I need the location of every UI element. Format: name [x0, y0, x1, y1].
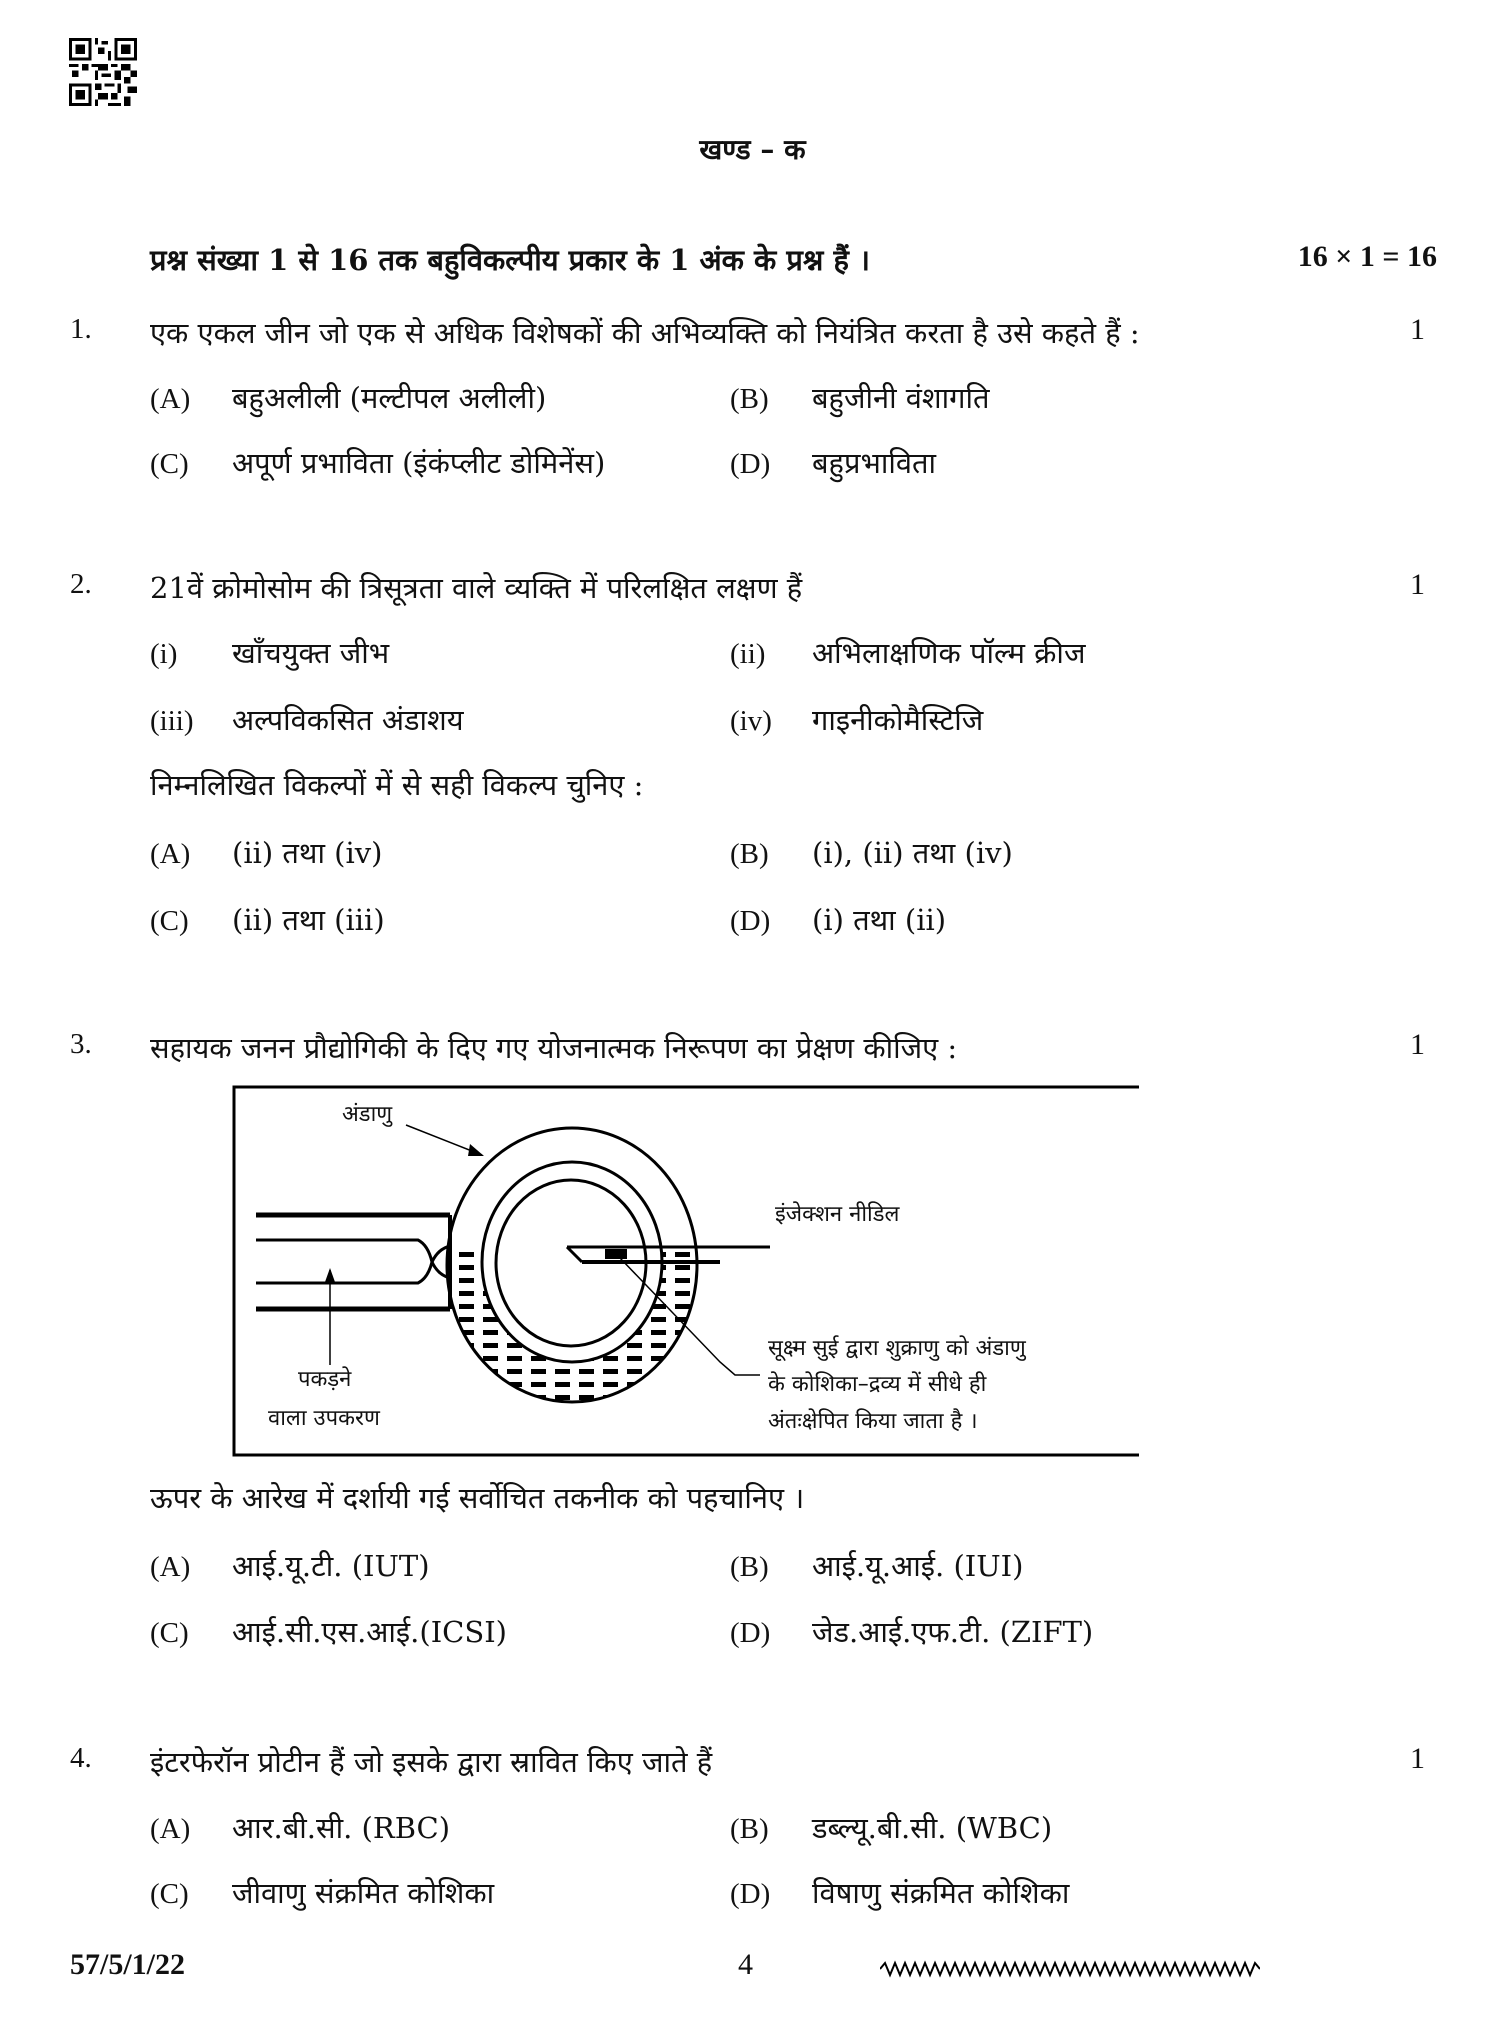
statement-label: (iii)	[150, 705, 194, 737]
option-label: (B)	[730, 1551, 769, 1583]
option-text: (ii) तथा (iv)	[232, 836, 383, 870]
option-text: विषाणु संक्रमित कोशिका	[812, 1876, 1070, 1910]
option-label: (D)	[730, 905, 771, 937]
label-note-line-1: सूक्ष्म सुई द्वारा शुक्राणु को अंडाणु	[768, 1336, 1026, 1361]
label-ovum: अंडाणु	[342, 1102, 393, 1127]
question-text: सहायक जनन प्रौद्योगिकी के दिए गए योजनात्मक निरूपण का प्रेक्षण कीजिए :	[150, 1031, 958, 1065]
option-label: (B)	[730, 383, 769, 415]
option-c	[150, 1612, 507, 1651]
option-text: अपूर्ण प्रभाविता (इंकंप्लीट डोमिनेंस)	[232, 446, 606, 480]
statement-label: (iv)	[730, 705, 772, 737]
option-c	[150, 443, 605, 482]
page-number: 4	[738, 1948, 753, 1981]
option-b	[730, 1546, 1023, 1585]
statement-iii	[150, 700, 464, 739]
statement-iv	[730, 700, 983, 739]
option-a	[150, 1546, 430, 1585]
option-label: (C)	[150, 905, 189, 937]
option-label: (C)	[150, 448, 189, 480]
statement-text: अभिलाक्षणिक पॉल्म क्रीज	[812, 636, 1086, 670]
option-label: (D)	[730, 1878, 771, 1910]
option-label: (D)	[730, 448, 771, 480]
option-label: (C)	[150, 1617, 189, 1649]
label-note-line-2: के कोशिका–द्रव्य में सीधे ही	[768, 1372, 987, 1397]
option-d	[730, 1873, 1069, 1912]
option-label: (A)	[150, 1551, 191, 1583]
option-c	[150, 1873, 494, 1912]
question-marks: 1	[1410, 313, 1425, 346]
question-marks: 1	[1410, 568, 1425, 601]
option-d	[730, 443, 936, 482]
option-label: (A)	[150, 838, 191, 870]
option-text: (ii) तथा (iii)	[232, 903, 385, 937]
question-prompt: निम्नलिखित विकल्पों में से सही विकल्प चुनिए :	[150, 768, 644, 802]
qr-code-icon	[68, 38, 138, 106]
statement-text: खाँचयुक्त जीभ	[232, 636, 390, 670]
option-c	[150, 900, 385, 939]
option-label: (C)	[150, 1878, 189, 1910]
option-b	[730, 833, 1013, 872]
instruction-text: प्रश्न संख्या 1 से 16 तक बहुविकल्पीय प्रकार के 1 अंक के प्रश्न हैं ।	[150, 243, 870, 277]
section-title: खण्ड – क	[699, 133, 806, 166]
paper-code: 57/5/1/22	[70, 1948, 186, 1981]
statement-ii	[730, 633, 1085, 672]
label-injection-needle: इंजेक्शन नीडिल	[775, 1202, 900, 1227]
option-b	[730, 1808, 1052, 1847]
question-prompt: ऊपर के आरेख में दर्शायी गई सर्वोचित तकनीक को पहचानिए ।	[150, 1481, 805, 1515]
marks-total: 16 × 1 = 16	[1297, 240, 1437, 273]
option-text: (i), (ii) तथा (iv)	[812, 836, 1013, 870]
option-a	[150, 833, 382, 872]
option-text: जीवाणु संक्रमित कोशिका	[232, 1876, 495, 1910]
option-label: (B)	[730, 838, 769, 870]
option-text: बहुजीनी वंशागति	[812, 381, 990, 415]
question-text: इंटरफेरॉन प्रोटीन हैं जो इसके द्वारा स्रावित किए जाते हैं	[150, 1745, 713, 1779]
option-text: डब्ल्यू.बी.सी. (WBC)	[812, 1811, 1053, 1845]
option-label: (B)	[730, 1813, 769, 1845]
option-label: (D)	[730, 1617, 771, 1649]
option-d	[730, 900, 946, 939]
option-a	[150, 1808, 450, 1847]
question-number: 1.	[70, 313, 92, 345]
option-text: आई.यू.टी. (IUT)	[232, 1549, 430, 1583]
option-text: बहुअलीली (मल्टीपल अलीली)	[232, 381, 547, 415]
question-number: 2.	[70, 568, 92, 600]
icsi-diagram	[230, 1080, 1150, 1465]
statement-label: (ii)	[730, 638, 766, 670]
question-number: 3.	[70, 1028, 92, 1060]
option-b	[730, 378, 990, 417]
question-text: एक एकल जीन जो एक से अधिक विशेषकों की अभिव्यक्ति को नियंत्रित करता है उसे कहते हैं :	[150, 316, 1140, 350]
statement-i	[150, 633, 389, 672]
label-holding-pipette-2: वाला उपकरण	[268, 1406, 380, 1431]
option-text: (i) तथा (ii)	[812, 903, 947, 937]
statement-text: गाइनीकोमैस्टिजि	[812, 703, 984, 737]
question-marks: 1	[1410, 1028, 1425, 1061]
option-d	[730, 1612, 1093, 1651]
option-label: (A)	[150, 383, 191, 415]
decorative-wave-line	[880, 1960, 1260, 1978]
option-text: बहुप्रभाविता	[812, 446, 937, 480]
question-number: 4.	[70, 1742, 92, 1774]
statement-label: (i)	[150, 638, 178, 670]
question-marks: 1	[1410, 1742, 1425, 1775]
label-holding-pipette-1: पकड़ने	[298, 1367, 352, 1392]
option-text: आई.यू.आई. (IUI)	[812, 1549, 1024, 1583]
option-label: (A)	[150, 1813, 191, 1845]
option-text: आर.बी.सी. (RBC)	[232, 1811, 451, 1845]
label-note-line-3: अंतःक्षेपित किया जाता है ।	[768, 1409, 978, 1434]
option-a	[150, 378, 546, 417]
question-text: 21वें क्रोमोसोम की त्रिसूत्रता वाले व्यक्ति में परिलक्षित लक्षण हैं	[150, 571, 803, 605]
option-text: जेड.आई.एफ.टी. (ZIFT)	[812, 1615, 1094, 1649]
option-text: आई.सी.एस.आई.(ICSI)	[232, 1615, 507, 1649]
statement-text: अल्पविकसित अंडाशय	[232, 703, 464, 737]
